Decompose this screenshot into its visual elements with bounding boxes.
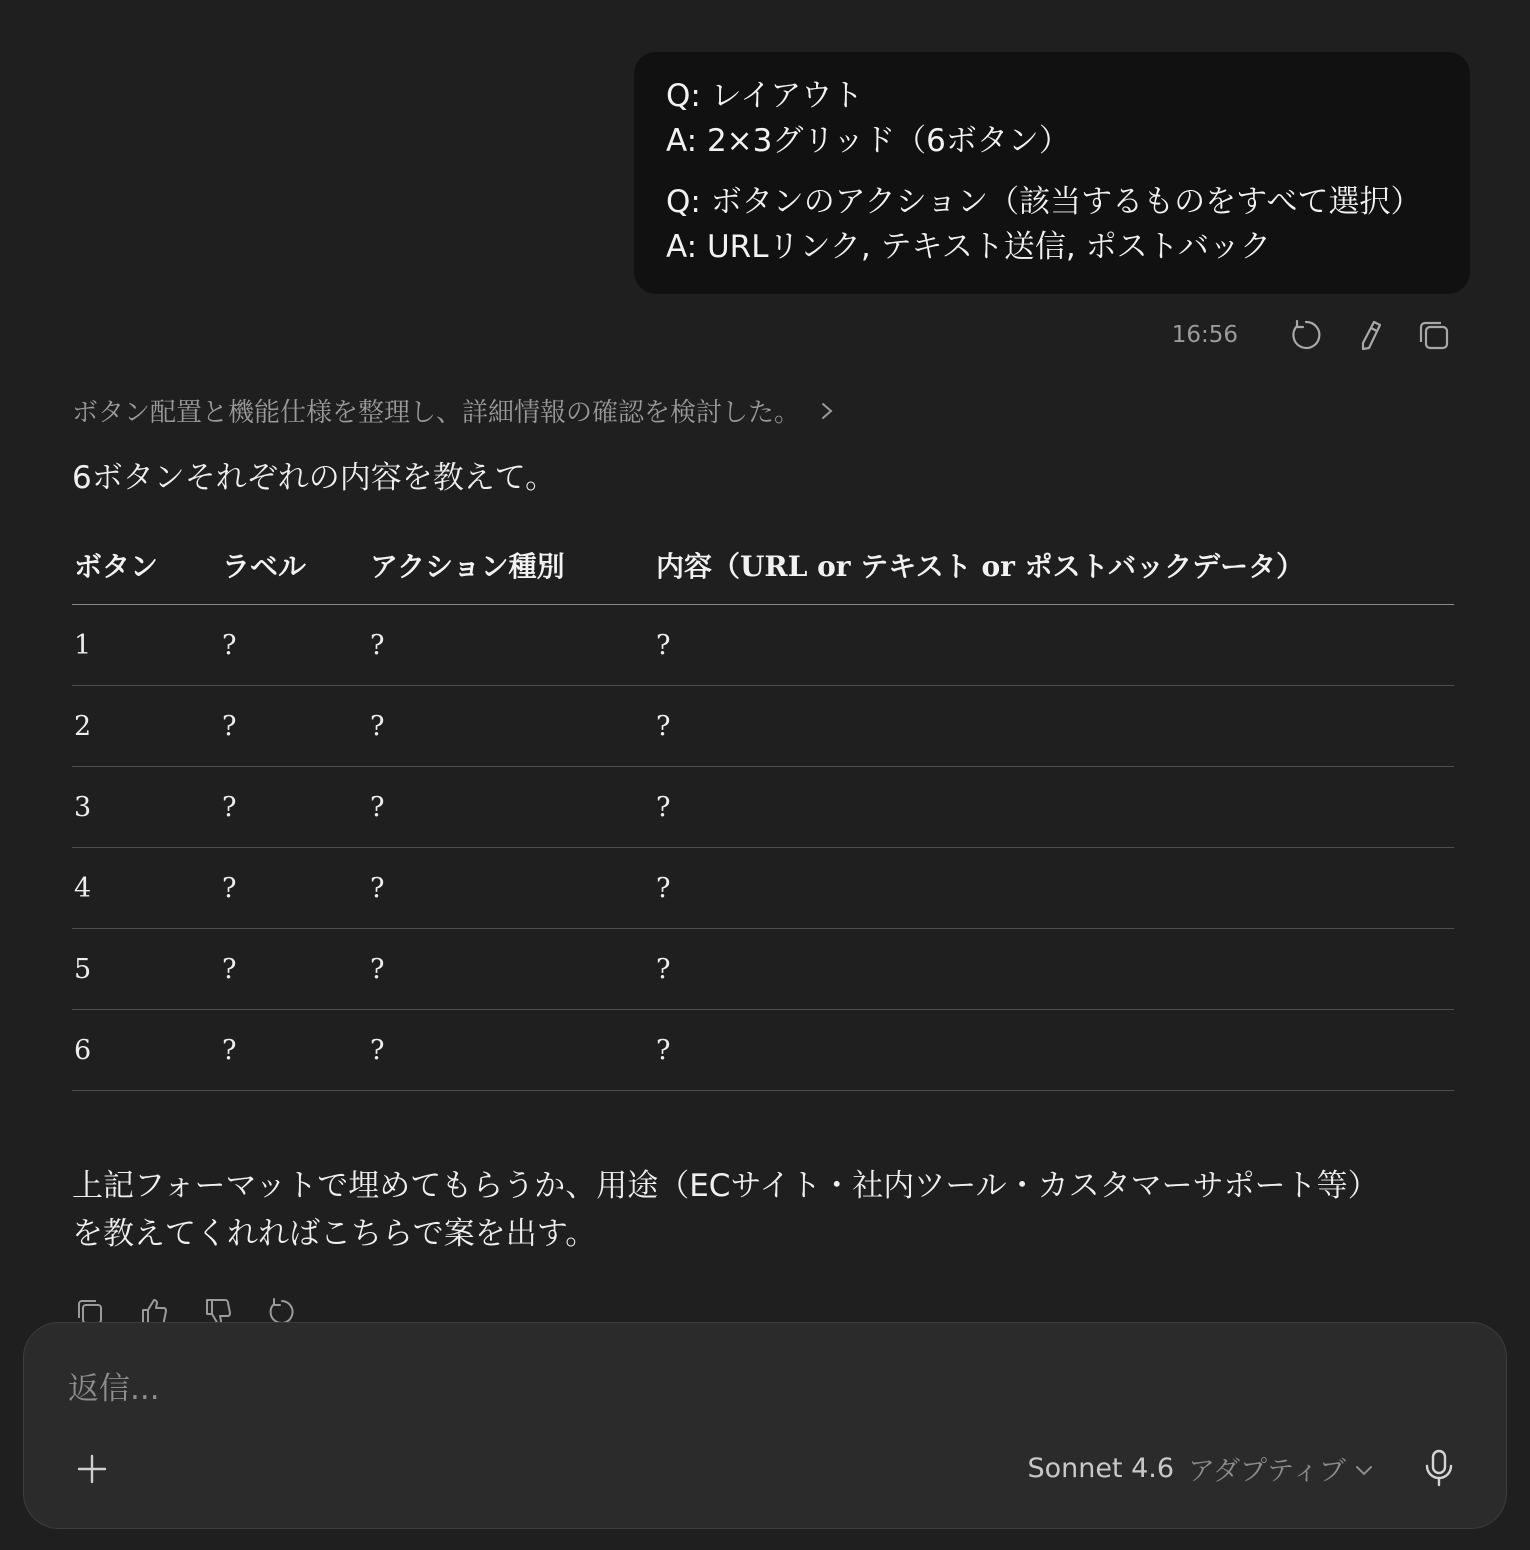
table-cell: ? — [220, 848, 368, 929]
header-button: ボタン — [72, 526, 220, 605]
assistant-outro-text: 上記フォーマットで埋めてもらうか、用途（ECサイト・社内ツール・カスタマーサポート等）を教えてくれればこちらで案を出す。 — [72, 1168, 1379, 1252]
table-cell: ? — [654, 686, 1454, 767]
user-message-bubble — [634, 52, 1470, 294]
header-label: ラベル — [220, 526, 368, 605]
model-name: Sonnet 4.6 — [1027, 1452, 1175, 1484]
table-cell: 4 — [72, 848, 220, 929]
table-cell: ? — [220, 605, 368, 686]
question-text: Q: ボタンのアクション（該当するものをすべて選択） — [666, 184, 1422, 220]
table-cell: ? — [654, 605, 1454, 686]
table-cell: ? — [368, 848, 654, 929]
table-cell: 3 — [72, 767, 220, 848]
table-row — [72, 767, 1454, 848]
microphone-icon[interactable] — [1414, 1443, 1464, 1493]
answer-text: A: URLリンク, テキスト送信, ポストバック — [666, 229, 1272, 265]
table-cell: ? — [654, 767, 1454, 848]
table-row — [72, 686, 1454, 767]
table-cell: ? — [220, 1010, 368, 1091]
table-cell: 6 — [72, 1010, 220, 1091]
table-cell: ? — [654, 929, 1454, 1010]
reply-input[interactable] — [66, 1363, 1370, 1415]
retry-icon[interactable] — [1286, 315, 1326, 355]
table-header-row — [72, 526, 1454, 605]
question-text: Q: レイアウト — [666, 78, 864, 114]
table-row — [72, 1010, 1454, 1091]
answer-text: A: 2×3グリッド（6ボタン） — [666, 123, 1070, 159]
qa-block-actions — [666, 180, 1438, 270]
table-cell: 2 — [72, 686, 220, 767]
user-message-meta — [1172, 310, 1454, 360]
chevron-down-icon — [1354, 1453, 1374, 1484]
qa-block-layout — [666, 74, 1438, 164]
table-cell: ? — [368, 605, 654, 686]
table-cell: ? — [368, 929, 654, 1010]
table-cell: 5 — [72, 929, 220, 1010]
table-cell: ? — [220, 767, 368, 848]
thinking-summary-toggle[interactable] — [72, 392, 834, 429]
message-timestamp: 16:56 — [1171, 322, 1238, 348]
table-cell: ? — [368, 767, 654, 848]
table-row — [72, 848, 1454, 929]
table-row — [72, 605, 1454, 686]
table-cell: 1 — [72, 605, 220, 686]
header-action-type: アクション種別 — [368, 526, 654, 605]
plus-icon[interactable] — [68, 1445, 116, 1493]
chevron-right-icon — [820, 400, 834, 422]
table-cell: ? — [220, 686, 368, 767]
copy-icon[interactable] — [1414, 315, 1454, 355]
table-cell: ? — [654, 848, 1454, 929]
table-cell: ? — [368, 1010, 654, 1091]
thinking-summary-text: ボタン配置と機能仕様を整理し、詳細情報の確認を検討した。 — [72, 398, 801, 428]
edit-icon[interactable] — [1350, 315, 1390, 355]
button-spec-table — [72, 526, 1454, 1091]
table-cell: ? — [220, 929, 368, 1010]
table-row — [72, 929, 1454, 1010]
header-content: 内容（URL or テキスト or ポストバックデータ） — [654, 526, 1454, 605]
reply-composer — [23, 1322, 1507, 1529]
table-cell: ? — [368, 686, 654, 767]
model-mode: アダプティブ — [1188, 1455, 1346, 1487]
table-cell: ? — [654, 1010, 1454, 1091]
model-selector[interactable] — [1027, 1443, 1374, 1493]
assistant-intro-text: 6ボタンそれぞれの内容を教えて。 — [72, 460, 557, 496]
